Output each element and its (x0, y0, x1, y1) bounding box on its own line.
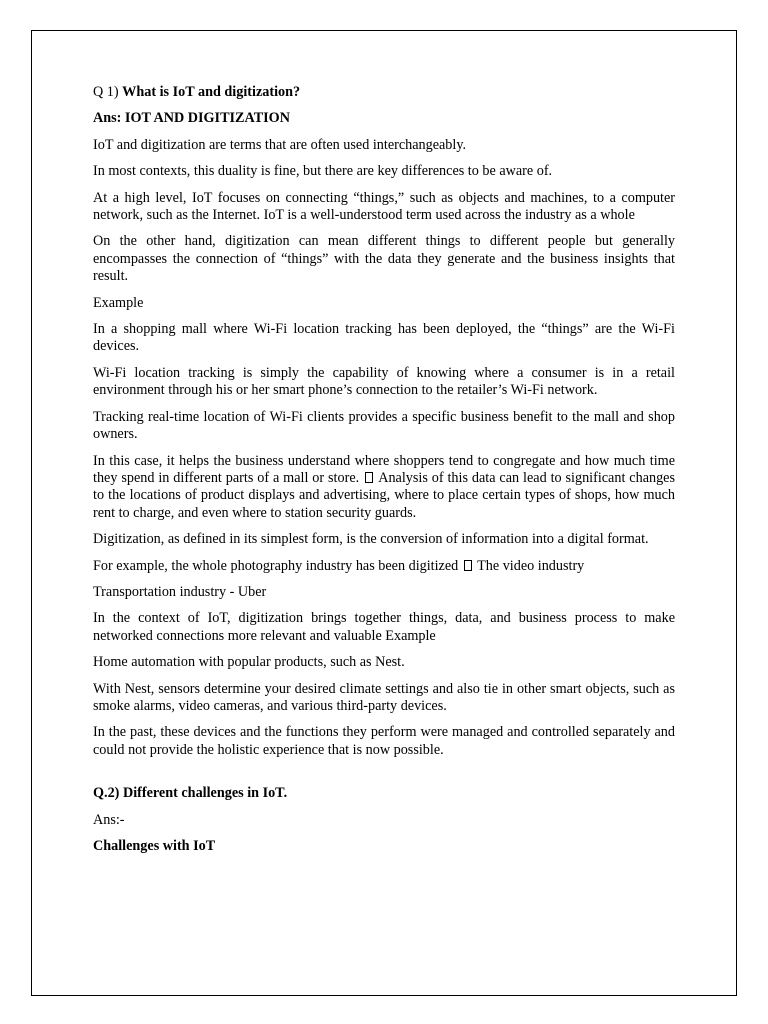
photography-text-start: For example, the whole photography industry has been digitized (93, 557, 462, 574)
missing-glyph-box-icon (365, 472, 373, 483)
paragraph: At a high level, IoT focuses on connecting “things,” such as objects and machines, to a computer network, such as the Internet. IoT is a well-understood term used across the industry as a whole (93, 189, 675, 224)
paragraph: Transportation industry - Uber (93, 583, 267, 600)
analysis-text-end: Analysis of this data can lead to significant changes to the locations of product displays and advertising, where to place certain types of shops, how much rent to charge, and even where to station security guards. (93, 469, 675, 521)
question-2: Q.2) Different challenges in IoT. (93, 785, 288, 802)
paragraph: Tracking real-time location of Wi-Fi clients provides a specific business benefit to the mall and shop owners. (93, 408, 675, 443)
answer-1-heading: Ans: IOT AND DIGITIZATION (93, 110, 290, 127)
paragraph: In a shopping mall where Wi-Fi location tracking has been deployed, the “things” are the Wi-Fi devices. (93, 321, 675, 355)
paragraph: Home automation with popular products, such as Nest. (93, 654, 405, 671)
missing-glyph-box-icon (464, 560, 472, 571)
paragraph: In the past, these devices and the functions they perform were managed and controlled separately and could not provide the holistic experience that is now possible. (93, 724, 675, 758)
question-1-text: What is IoT and digitization? (122, 84, 301, 100)
analysis-paragraph (93, 453, 675, 523)
paragraph: In most contexts, this duality is fine, but there are key differences to be aware of. (93, 163, 553, 180)
paragraph: Wi-Fi location tracking is simply the capability of knowing where a consumer is in a retail environment through his or her smart phone’s connection to the retailer’s Wi-Fi network. (93, 364, 675, 399)
paragraph: IoT and digitization are terms that are often used interchangeably. (93, 136, 467, 153)
photography-text-end: The video industry (473, 557, 585, 574)
answer-2-label: Ans:- (93, 811, 125, 828)
challenges-subheading: Challenges with IoT (93, 838, 216, 854)
paragraph-example-label: Example (93, 294, 144, 311)
section-gap (93, 768, 675, 785)
paragraph: With Nest, sensors determine your desired climate settings and also tie in other smart objects, such as smoke alarms, video cameras, and various third-party devices. (93, 680, 675, 714)
document-body (93, 84, 675, 864)
photography-paragraph (93, 558, 675, 575)
paragraph: Digitization, as defined in its simplest form, is the conversion of information into a digital format. (93, 531, 649, 548)
question-1 (93, 84, 675, 101)
paragraph: In the context of IoT, digitization brings together things, data, and business process to make networked connections more relevant and valuable Example (93, 610, 675, 644)
paragraph: On the other hand, digitization can mean different things to different people but generally encompasses the connection of “things” with the data they generate and the business insights that result. (93, 233, 675, 285)
question-1-number: Q 1) (93, 84, 123, 100)
analysis-text-start: In this case, it helps the business understand where shoppers tend to congregate and how much time they spend in different parts of a mall or store. (93, 452, 675, 486)
